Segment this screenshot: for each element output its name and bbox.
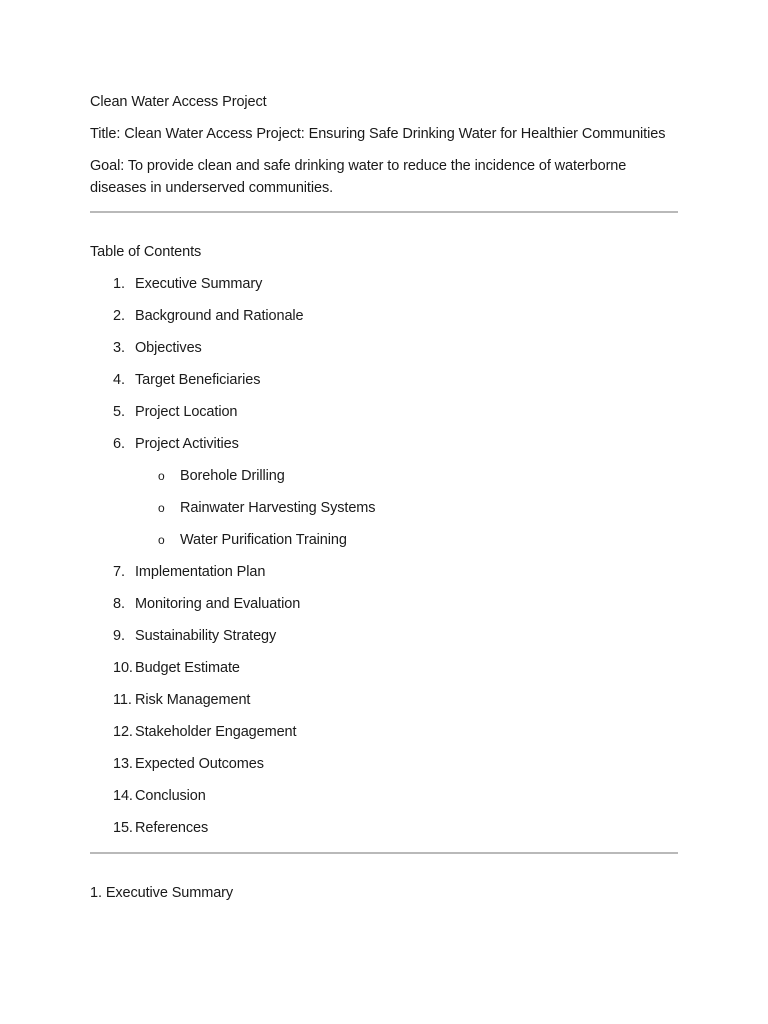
toc-item-number: 4. xyxy=(113,372,125,388)
toc-item xyxy=(113,625,276,647)
toc-item-number: 10. xyxy=(113,660,133,676)
toc-sub-item xyxy=(158,497,375,519)
toc-item xyxy=(113,305,304,327)
toc-item-label: Project Location xyxy=(135,404,238,420)
toc-item xyxy=(113,785,206,807)
document-heading: Clean Water Access Project xyxy=(90,94,267,110)
toc-item xyxy=(113,433,239,455)
section-heading-executive-summary: 1. Executive Summary xyxy=(90,885,234,901)
toc-item-number: 8. xyxy=(113,596,125,612)
document-goal-line: Goal: To provide clean and safe drinking water to reduce the incidence of waterborne diseases in underserved communities. xyxy=(90,158,627,196)
horizontal-divider xyxy=(90,852,678,854)
toc-item-label: Budget Estimate xyxy=(135,660,240,676)
toc-item xyxy=(113,561,265,583)
bullet-icon: o xyxy=(158,501,165,515)
toc-item-number: 13. xyxy=(113,756,133,772)
toc-item-label: Risk Management xyxy=(135,692,251,708)
bullet-icon: o xyxy=(158,469,165,483)
toc-item-number: 7. xyxy=(113,564,125,580)
bullet-icon: o xyxy=(158,533,165,547)
toc-sub-item-label: Water Purification Training xyxy=(180,532,347,548)
toc-item-label: Sustainability Strategy xyxy=(135,628,277,644)
toc-item-number: 9. xyxy=(113,628,125,644)
toc-item xyxy=(113,273,262,295)
toc-item-label: Objectives xyxy=(135,340,202,356)
toc-item xyxy=(113,593,300,615)
toc-item-number: 14. xyxy=(113,788,133,804)
toc-item-label: Monitoring and Evaluation xyxy=(135,596,301,612)
toc-item-label: Executive Summary xyxy=(135,276,263,292)
toc-item-label: Conclusion xyxy=(135,788,206,804)
toc-sub-item-label: Rainwater Harvesting Systems xyxy=(180,500,376,516)
toc-item xyxy=(113,817,208,839)
toc-item-label: References xyxy=(135,820,209,836)
toc-item-number: 2. xyxy=(113,308,125,324)
toc-item-number: 3. xyxy=(113,340,125,356)
toc-sub-item xyxy=(158,529,347,551)
toc-item xyxy=(113,721,296,743)
toc-item xyxy=(113,657,240,679)
toc-item xyxy=(113,689,250,711)
toc-item xyxy=(113,753,264,775)
toc-sub-item xyxy=(158,465,285,487)
toc-item-number: 5. xyxy=(113,404,125,420)
toc-item xyxy=(113,401,237,423)
document-title-line: Title: Clean Water Access Project: Ensuring Safe Drinking Water for Healthier Communities xyxy=(90,126,666,142)
toc-item-label: Stakeholder Engagement xyxy=(135,724,297,740)
toc-sub-item-label: Borehole Drilling xyxy=(180,468,285,484)
toc-item-number: 1. xyxy=(113,276,125,292)
toc-item-number: 15. xyxy=(113,820,133,836)
toc-item-label: Background and Rationale xyxy=(135,308,304,324)
toc-item-number: 12. xyxy=(113,724,133,740)
toc-item-label: Implementation Plan xyxy=(135,564,266,580)
toc-item-number: 6. xyxy=(113,436,125,452)
horizontal-divider xyxy=(90,211,678,213)
toc-item-label: Project Activities xyxy=(135,436,239,452)
toc-item-number: 11. xyxy=(113,692,132,708)
toc-item xyxy=(113,369,260,391)
toc-item-label: Expected Outcomes xyxy=(135,756,264,772)
toc-heading: Table of Contents xyxy=(90,244,202,260)
toc-item-label: Target Beneficiaries xyxy=(135,372,261,388)
toc-item xyxy=(113,337,202,359)
